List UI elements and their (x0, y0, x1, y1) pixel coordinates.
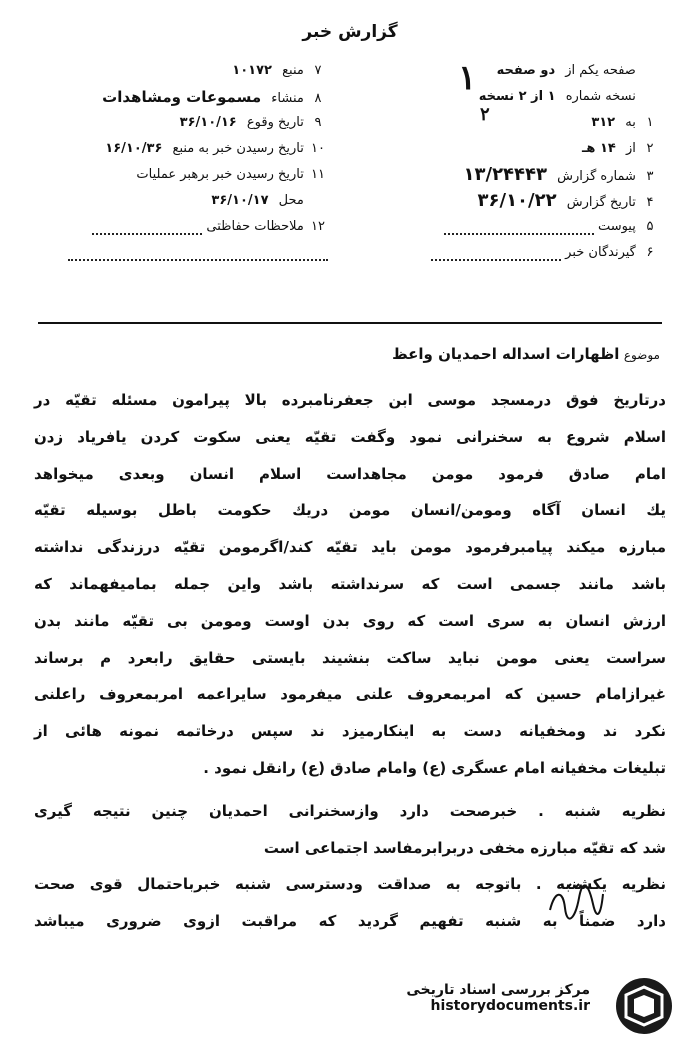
dotted-line (68, 245, 328, 261)
body-line: ارزش انسان به سری است که روی بدن اوست ومومن بی تقیّه مانند بدن (34, 611, 666, 630)
field-number: ۵ (646, 219, 654, 234)
opinion-line: دارد ضمناً به شنبه تفهیم گردید که مراقبت ازوی ضروری میباشد (34, 912, 666, 931)
dotted-line (92, 219, 202, 235)
opinion-line: نظریه یکشنبه . باتوجه به صداقت ودسترسی شنبه خبرباحتمال قوی صحت (34, 875, 666, 894)
opinion-line: نظریه شنبه . خبرصحت دارد وازسخنرانی احمدیان چنین نتیجه گیری (34, 801, 666, 820)
field-number: ۷ (314, 63, 322, 78)
field-number: ۳ (646, 169, 654, 184)
field-label: منشاء (271, 91, 304, 106)
field-label: نسخه شماره (565, 89, 636, 104)
field-label: تاریخ رسیدن خبر برهبر عملیات (136, 167, 304, 182)
body-line: غیرازامام حسین که امربمعروف علنی میفرمود سایراعمه امربمعروف راعلنی (34, 685, 666, 704)
opinion-line: شد که تقیّه مبارزه مخفی دربرابرمفاسد اجتماعی است (263, 838, 666, 857)
body-line: سراست یعنی مومن نباید ساکت بنشیند بایستی حقایق رابعرد م برساند (34, 648, 666, 667)
document-title: گزارش خبر (302, 22, 398, 42)
header-field (360, 188, 660, 214)
field-value: ۱۰۱۷۲ (232, 63, 272, 78)
field-value: ۱۴ هـ (581, 141, 616, 156)
header-field (28, 162, 328, 188)
field-label: منبع (282, 63, 304, 78)
header-field (28, 84, 328, 110)
header-field (360, 84, 660, 110)
body-line: تبلیغات مخفیانه امام عسگری (ع) وامام صادق (ع) رانقل نمود . (203, 758, 666, 777)
field-number: ۱۰ (311, 141, 325, 156)
report-date-value: ۳۶/۱۰/۲۲ (477, 190, 557, 211)
field-value: مسموعات ومشاهدات (102, 88, 262, 106)
field-number: ۱ (646, 115, 654, 130)
field-label: شماره گزارش (557, 169, 636, 184)
field-value: ۳۶/۱۰/۱۶ (179, 115, 237, 130)
header-field (360, 162, 660, 188)
body-line: باشد مانند جسمی است که سرنداشته باشد واین جمله بمامیفهماند که (34, 574, 666, 593)
header-field (360, 214, 660, 240)
header-right-column (360, 58, 660, 266)
field-label: پیوست (597, 219, 636, 234)
header-field (28, 136, 328, 162)
header-field (360, 136, 660, 162)
dotted-line (431, 245, 561, 261)
field-label: از (625, 141, 636, 156)
report-number-value: ۱۳/۲۴۴۴۳ (463, 164, 547, 185)
body-line: امام صادق فرمود مومن مجاهداست اسلام انسان وبعدی میخواهد (34, 464, 666, 483)
field-label: تاریخ رسیدن خبر به منبع (172, 141, 304, 156)
header-field (28, 58, 328, 84)
body-line: درتاریخ فوق درمسجد موسی ابن جعفرنامبرده بالا پیرامون مسئله تقیّه در (34, 391, 666, 409)
field-label: ملاحظات حفاظتی (206, 219, 304, 234)
field-label: گیرندگان خبر (565, 245, 636, 260)
body-line: نکرد ند ومخفیانه دست به اینکارمیزد ند سپس درخاتمه نمونه هائی از (34, 722, 666, 741)
header-field (360, 58, 660, 84)
field-number: ۱۲ (311, 219, 325, 234)
field-value: ۱ از ۲ نسخه (478, 89, 556, 104)
field-value: ۳۱۲ (591, 115, 616, 130)
header-field (360, 240, 660, 266)
field-value: ۳۶/۱۰/۱۷ (211, 193, 269, 208)
subject-line (40, 345, 660, 363)
field-number: ۱۱ (311, 167, 325, 182)
field-number: ۲ (646, 141, 654, 156)
header-left-column (28, 58, 328, 266)
dotted-line (444, 219, 594, 235)
field-label: تاریخ وقوع (246, 115, 304, 130)
header-field (28, 110, 328, 136)
archive-logo-icon (604, 975, 684, 1037)
header-field (28, 188, 328, 214)
body-line: مبارزه میکند پیامبرفرمود مومن باید تقیّه کند/اگرمومن تقیّه درزندگی نداشته (34, 538, 666, 557)
header-field (28, 214, 328, 240)
report-body (34, 382, 666, 940)
watermark-site: historydocuments.ir (430, 998, 590, 1014)
field-value: ۱۶/۱۰/۳۶ (105, 141, 163, 156)
handwritten-page-number: ۱ (458, 58, 477, 98)
body-line: یك انسان آگاه ومومن/انسان مومن دریك حکومت باطل بوسیله تقیّه (34, 501, 666, 520)
field-value: دو صفحه (496, 63, 556, 78)
separator-line (38, 322, 662, 324)
handwritten-copy-number: ۲ (480, 104, 490, 125)
field-number: ۶ (646, 245, 654, 260)
watermark-text (406, 982, 590, 1014)
header-field (28, 240, 328, 266)
subject-text: اظهارات اسداله احمدیان واعظ (392, 345, 620, 363)
field-number: ۸ (314, 91, 322, 106)
subject-label: موضوع (623, 348, 660, 362)
body-line: اسلام شروع به سخنرانی نمود وگفت تقیّه یعنی سکوت کردن یافریاد زدن (34, 427, 666, 446)
signature-mark (545, 880, 605, 925)
field-number: ۹ (314, 115, 322, 130)
field-number: ۴ (646, 195, 654, 210)
header-field (360, 110, 660, 136)
watermark-org: مرکز بررسی اسناد تاریخی (406, 982, 590, 998)
field-label: تاریخ گزارش (566, 195, 636, 210)
field-label: به (625, 115, 636, 130)
field-label: محل (278, 193, 304, 208)
field-label: صفحه یکم از (565, 63, 636, 78)
